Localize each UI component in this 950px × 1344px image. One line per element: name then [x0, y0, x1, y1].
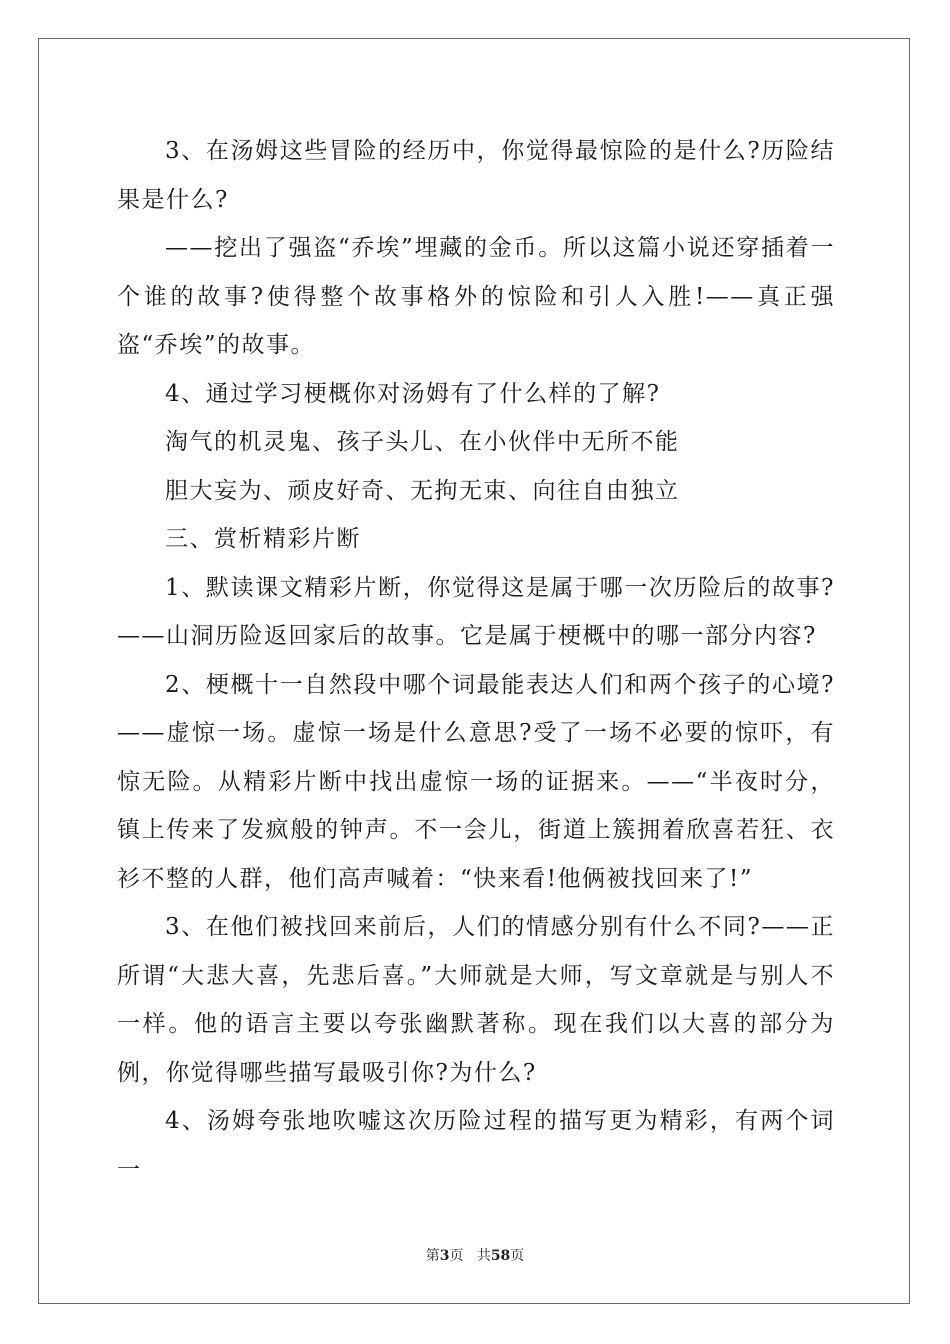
paragraph-item-2: 2、梗概十一自然段中哪个词最能表达人们和两个孩子的心境?——虚惊一场。虚惊一场是什么意思?受了一场不必要的惊吓，有惊无险。从精彩片断中找出虚惊一场的证据来。——“半夜时分，镇上传来了发疯般的钟声。不一会儿，街道上簇拥着欣喜若狂、衣衫不整的人群，他们高声喊着：“快来看!他俩被找回来了!”: [117, 671, 835, 892]
footer-total-suffix: 页: [510, 1248, 525, 1264]
paragraph-question-4: 4、通过学习梗概你对汤姆有了什么样的了解?: [165, 380, 661, 407]
footer-page-number: 3: [439, 1248, 450, 1264]
page-footer: [0, 1245, 950, 1265]
footer-total-pages: 58: [490, 1248, 511, 1264]
footer-prefix: 第: [425, 1248, 440, 1264]
footer-total-prefix: 共: [476, 1248, 491, 1264]
paragraph-trait-2: 胆大妄为、顽皮好奇、无拘无束、向往自由独立: [165, 477, 680, 504]
paragraph-trait-1: 淘气的机灵鬼、孩子头儿、在小伙伴中无所不能: [165, 429, 680, 455]
paragraph-item-1: 1、默读课文精彩片断，你觉得这是属于哪一次历险后的故事?——山洞历险返回家后的故事。它是属于梗概中的哪一部分内容?: [117, 574, 835, 649]
paragraph-item-3: 3、在他们被找回来前后，人们的情感分别有什么不同?——正所谓“大悲大喜，先悲后喜。”大师就是大师，写文章就是与别人不一样。他的语言主要以夸张幽默著称。现在我们以大喜的部分为例，你觉得哪些描写最吸引你?为什么?: [117, 914, 835, 1086]
paragraph-question-3: 3、在汤姆这些冒险的经历中，你觉得最惊险的是什么?历险结果是什么?: [117, 138, 835, 213]
document-body: [117, 127, 835, 1194]
section-heading: 三、赏析精彩片断: [165, 526, 361, 552]
paragraph-answer-3: ——挖出了强盗“乔埃”埋藏的金币。所以这篇小说还穿插着一个谁的故事?使得整个故事格外的惊险和引人入胜!——真正强盗“乔埃”的故事。: [117, 235, 835, 358]
paragraph-item-4: 4、汤姆夸张地吹嘘这次历险过程的描写更为精彩，有两个词一: [117, 1108, 835, 1183]
footer-page-suffix: 页: [449, 1248, 464, 1264]
